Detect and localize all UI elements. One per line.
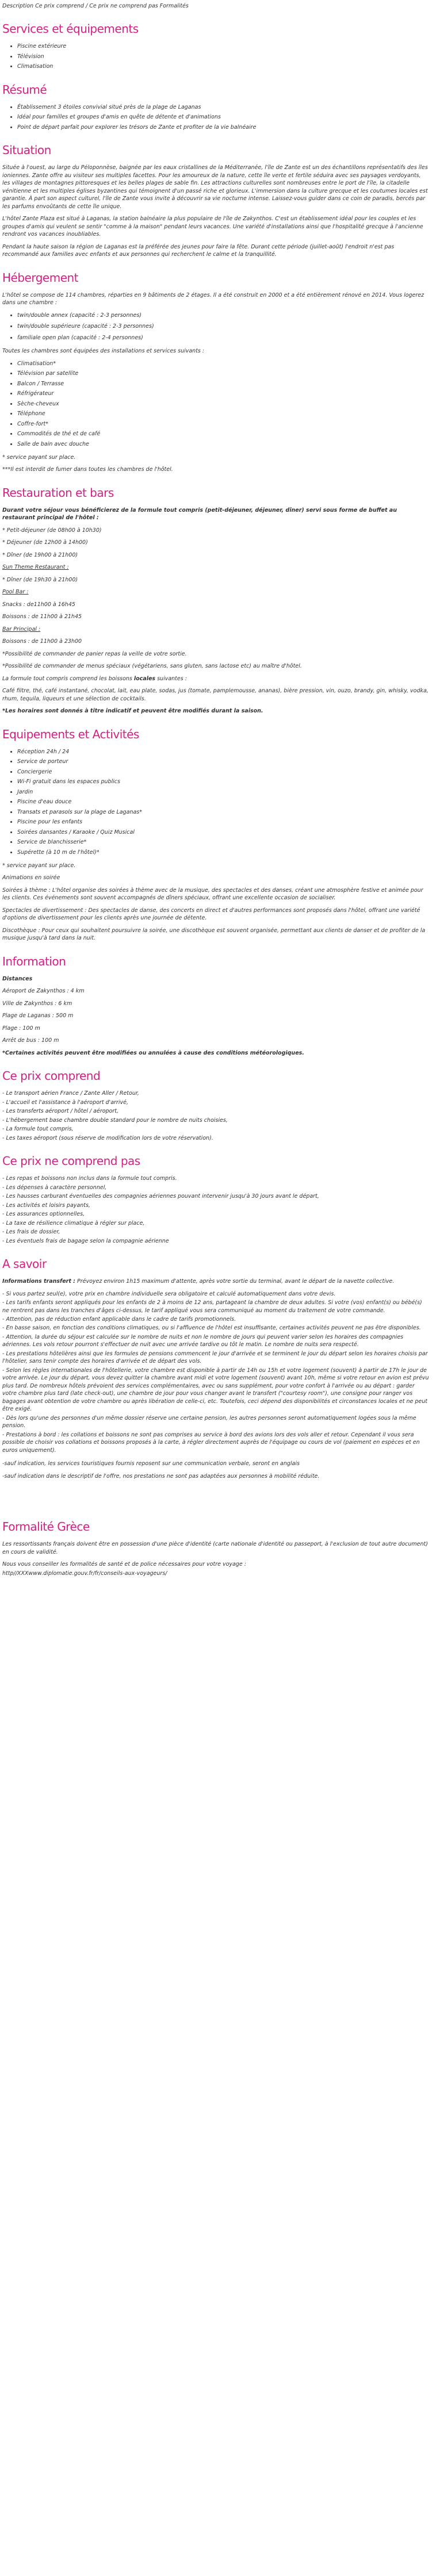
bar-hours: Boissons : de 11h00 à 21h45: [2, 614, 82, 620]
list-item: • Wi-Fi gratuit dans les espaces publics: [17, 778, 429, 785]
list-item: - Les prestations hôtelières ainsi que les formules de pensions commencent le jour d'arrivée et se terminent le jour du départ selon les horaires choisis par l'hôtelier, sans tenir compte des horaires d'arrivée et de départ des vols.: [2, 1350, 428, 1365]
room-types-list: [2, 312, 429, 342]
price-includes-title: Ce prix comprend: [2, 1069, 101, 1083]
meal-time: * Dîner (de 19h30 à 21h00): [2, 576, 78, 583]
activities-list: [2, 748, 429, 856]
equipment-intro: Toutes les chambres sont équipées des installations et services suivants :: [2, 348, 205, 355]
paid-service-note: * service payant sur place.: [2, 454, 76, 461]
list-item: • Jardin: [17, 788, 429, 796]
list-item: - L'hébergement base chambre double standard pour le nombre de nuits choisies,: [2, 1117, 228, 1124]
list-item: • Téléphone: [17, 410, 429, 417]
diplomatie-link[interactable]: http//XXXwww.diplomatie.gouv.fr/fr/conseils-aux-voyageurs/: [2, 1570, 167, 1577]
restauration-title: Restauration et bars: [2, 485, 114, 500]
weather-note: *Certaines activités peuvent être modifiées ou annulées à cause des conditions météorologiques.: [2, 1049, 304, 1056]
list-item: • Idéal pour familles et groupes d'amis en quête de détente et d'animations: [17, 113, 429, 121]
bar-hours: Snacks : de11h00 à 16h45: [2, 601, 75, 608]
no-smoking-note: ***Il est interdit de fumer dans toutes les chambres de l'hôtel.: [2, 466, 173, 473]
spacer: [2, 1455, 429, 1460]
resume-list: [2, 103, 429, 131]
price-excludes-title: Ce prix ne comprend pas: [2, 1154, 140, 1168]
list-item: - Prestations à bord : les collations et boissons ne sont pas comprises au service à bord des avions lors des vols aller et retour. Cependant il vous sera possible de choisir vos collations et boissons proposés à la carte, à régler directement auprès de l'équipage ou cours de vol (paiement en espèces et en euros uniquement).: [2, 1431, 420, 1454]
sun-theme-title: Sun Theme Restaurant :: [2, 564, 69, 571]
spacer: [2, 1485, 429, 1508]
bar-hours: Boissons : de 11h00 à 23h00: [2, 638, 82, 645]
list-item: • Climatisation: [17, 63, 429, 70]
formula-bold-word: locales: [133, 675, 156, 682]
evening-animation-title: Animations en soirée: [2, 875, 60, 881]
list-item: • Établissement 3 étoiles convivial situé près de la plage de Laganas: [17, 103, 429, 111]
list-item: • familiale open plan (capacité : 2-4 personnes): [17, 334, 429, 342]
list-item: - La taxe de résilience climatique à régler sur place,: [2, 1220, 145, 1226]
list-item: - La formule tout compris,: [2, 1126, 74, 1133]
drinks-list: Café filtre, thé, café instantané, chocolat, lait, eau plate, sodas, jus (tomate, pamplemousse, ananas), bière pression, vin, ouzo, brandy, gin, whisky, vodka, rhum, tequila, liqueurs et une sélection de cocktails.: [2, 688, 429, 702]
list-item: - Attention, pas de réduction enfant applicable dans le cadre de tarifs promotionnels.: [2, 1316, 236, 1322]
distance-item: Plage de Laganas : 500 m: [2, 1013, 74, 1019]
animation-paragraph: Discothèque : Pour ceux qui souhaitent poursuivre la soirée, une discothèque est souvent organisée, permettant aux clients de danser et de profiter de la musique jusqu'à tard dans la nuit.: [2, 927, 426, 942]
price-includes-list: [2, 1090, 429, 1142]
list-item: - Les repas et boissons non inclus dans la formule tout compris.: [2, 1175, 177, 1182]
formula-suffix: suivantes :: [155, 675, 187, 682]
list-item: - L'accueil et l'assistance à l'aéroport d'arrivé,: [2, 1099, 128, 1106]
situation-title: Situation: [2, 143, 51, 158]
list-item: - Les activités et loisirs payants,: [2, 1202, 90, 1209]
description-tabs-line: Description Ce prix comprend / Ce prix ne comprend pas Formalités: [2, 3, 189, 9]
list-item: • Réception 24h / 24: [17, 748, 429, 756]
list-item: - Selon les règles internationales de l'hôtellerie, votre chambre est disponible à partir de 14h ou 15h et votre logement (souvent) à partir de 17h le jour de votre arrivée. Le jour du départ, vous devez quitter la chambre avant midi et votre logement (souvent) avant 10h, même si votre retour en avion est prévu plus tard. De nombreux hôtels prévoient des services complémentaires, avec ou sans supplément, pour votre confort à l'arrivée ou au départ : garder votre chambre plus tard (late check-out), une chambre de jour pour vous changer avant le transfert ("courtesy room"), une consigne pour ranger vos bagages avant obtention de votre chambre ou après libération de celle-ci, etc. Toutefois, ceci dépend des disponibilités et circonstances locales et ne peut être exigé.: [2, 1367, 429, 1413]
distances-title: Distances: [2, 975, 33, 982]
list-item: • Soirées dansantes / Karaoke / Quiz Musical: [17, 829, 429, 836]
formula-drinks-intro: [2, 675, 429, 683]
list-item: • twin/double supérieure (capacité : 2-3 personnes): [17, 323, 429, 330]
lunch-box-note: *Possibilité de commander de panier repas la veille de votre sortie.: [2, 650, 187, 657]
services-title: Services et équipements: [2, 22, 139, 36]
list-item: - Le transport aérien France / Zante Aller / Retour,: [2, 1090, 139, 1097]
situation-paragraph: L'hôtel Zante Plaza est situé à Laganas, la station balnéaire la plus populaire de l'île de Zakynthos. C'est un établissement idéal pour les couples et les groupes d'amis qui veulent se sentir "comme à la maison" pendant leurs vacances. Une variété d'installations ainsi que l'hospitalité grecque à l'ancienne rendront vos vacances inoubliables.: [2, 216, 423, 238]
formalities-paragraph: Nous vous conseiller les formalités de santé et de police nécessaires pour votre voyage :: [2, 1561, 246, 1568]
list-item: • Télévision: [17, 53, 429, 60]
list-item: - Les hausses carburant éventuelles des compagnies aériennes pouvant intervenir jusqu'à 30 jours avant le départ,: [2, 1193, 319, 1200]
meal-time: * Dîner (de 19h00 à 21h00): [2, 551, 78, 558]
all-inclusive-intro: Durant votre séjour vous bénéficierez de la formule tout compris (petit-déjeuner, déjeuner, dîner) servi sous forme de buffet au restaurant principal de l'hôtel :: [2, 507, 397, 522]
list-item: • Transats et parasols sur la plage de Laganas*: [17, 808, 429, 816]
list-item: • twin/double annex (capacité : 2-3 personnes): [17, 312, 429, 319]
list-item: • Réfrigérateur: [17, 390, 429, 397]
transfer-info-label: Informations transfert :: [2, 1278, 75, 1285]
list-item: • Climatisation*: [17, 360, 429, 367]
list-item: • Salle de bain avec douche: [17, 440, 429, 448]
list-item: • Sèche-cheveux: [17, 400, 429, 408]
hebergement-intro: L'hôtel se compose de 114 chambres, réparties en 9 bâtiments de 2 étages. Il a été construit en 2000 et a été entièrement rénové en 2014. Vous logerez dans une chambre :: [2, 292, 424, 306]
list-item: - Les dépenses à caractère personnel,: [2, 1184, 107, 1191]
distance-item: Arrêt de bus : 100 m: [2, 1037, 59, 1044]
pool-bar-title: Pool Bar :: [2, 589, 29, 596]
hours-note: *Les horaires sont donnés à titre indicatif et peuvent être modifiés durant la saison.: [2, 708, 263, 715]
situation-paragraph: Pendant la haute saison la région de Laganas est la préférée des jeunes pour faire la fête. Durant cette période (juillet-août) l'endroit n'est pas recommandé aux familles avec enfants et aux personnes qui recherchent le calme et la tranquillité.: [2, 243, 395, 258]
formalities-title: Formalité Grèce: [2, 1520, 90, 1534]
good-to-know-list: [2, 1290, 429, 1455]
transfer-info-text: Prévoyez environ 1h15 maximum d'attente, après votre sortie du terminal, avant le départ de la navette collective.: [75, 1278, 395, 1285]
room-equipment-list: [2, 360, 429, 448]
list-item: • Service de blanchisserie*: [17, 838, 429, 846]
list-item: - Les taxes aéroport (sous réserve de modification lors de votre réservation).: [2, 1134, 213, 1141]
situation-paragraph: Située à l'ouest, au large du Péloponnèse, baignée par les eaux cristallines de la Méditerranée, l'île de Zante est un des échantillons représentatifs des îles ioniennes. Zante offre au visiteur ses multiples facettes. Pour les amoureux de la nature, cette île verte et fertile séduira avec ses paysages verdoyants, les villages de montagnes pittoresques et les belles plages de sable fin. Les attractions culturelles sont nombreuses entre le port de l'île, la citadelle vénitienne et les multiples églises byzantines qui témoignent d'un passé riche et glorieux. L'immersion dans la culture grecque et les coutumes locales est garantie. À part son aspect culturel, l'île de Zante vous invite à découvrir sa vie nocturne intense. Laissez-vous guider dans ce coin de paradis, bercés par les parfums envoûtants de cette île unique.: [2, 164, 428, 210]
list-item: - Dès lors qu'une des personnes d'un même dossier réserve une certaine pension, les autres personnes seront automatiquement logées sous la même pension.: [2, 1414, 416, 1429]
hebergement-title: Hébergement: [2, 270, 79, 285]
animation-paragraph: Soirées à thème : L'hôtel organise des soirées à thème avec de la musique, des spectacles et des danses, créant une atmosphère festive et animée pour les clients. Ces événements sont souvent accompagnés de dîners spéciaux, offrant une excellente occasion de socialiser.: [2, 887, 423, 902]
formula-prefix: La formule tout compris comprend les boissons: [2, 675, 134, 682]
list-item: • Piscine d'eau douce: [17, 798, 429, 806]
list-item: - Si vous partez seul(e), votre prix en chambre individuelle sera obligatoire et calculé automatiquement dans votre devis.: [2, 1290, 336, 1297]
language-note: -sauf indication, les services touristiques fournis reposent sur une communication verbale, seront en anglais: [2, 1460, 300, 1467]
list-item: • Conciergerie: [17, 768, 429, 776]
list-item: - Attention, la durée du séjour est calculée sur le nombre de nuits et non le nombre de jours qui peuvent varier selon les horaires des compagnies aériennes. Les vols retour pourront s'effectuer de nuit avec une arrivée tardive ou tôt le matin. Le nombre de nuits sera respecté.: [2, 1333, 404, 1348]
list-item: - Les tarifs enfants seront appliqués pour les enfants de 2 à moins de 12 ans, partageant la chambre de deux adultes. Si votre (vos) enfant(s) ou bébé(s) ne rentrent pas dans les tranches d'âges ci-dessus, le tarif appliqué vous sera communiqué au moment du traitement de votre commande.: [2, 1300, 422, 1314]
list-item: • Télévision par satellite: [17, 370, 429, 377]
good-to-know-title: A savoir: [2, 1257, 47, 1271]
list-item: • Coffre-fort*: [17, 420, 429, 428]
list-item: - Les assurances optionnelles,: [2, 1211, 85, 1218]
distance-item: Aéroport de Zakynthos : 4 km: [2, 988, 85, 995]
services-list: [2, 43, 429, 70]
list-item: • Supérette (à 10 m de l'hôtel)*: [17, 849, 429, 856]
activites-title: Equipements et Activités: [2, 727, 139, 741]
information-title: Information: [2, 954, 66, 968]
list-item: • Point de départ parfait pour explorer les trésors de Zante et profiter de la vie balnéaire: [17, 124, 429, 131]
price-excludes-list: [2, 1175, 429, 1245]
meal-time: * Petit-déjeuner (de 08h00 à 10h30): [2, 527, 102, 534]
list-item: • Piscine extérieure: [17, 43, 429, 50]
list-item: - Les éventuels frais de bagage selon la compagnie aérienne: [2, 1237, 169, 1244]
list-item: - En basse saison, en fonction des conditions climatiques, ou si l'affluence de l'hôtel est insuffisante, certaines activités peuvent ne pas être disponibles.: [2, 1325, 421, 1332]
resume-title: Résumé: [2, 82, 47, 97]
main-bar-title: Bar Principal :: [2, 626, 41, 632]
formalities-paragraph: Les ressortissants français doivent être en possession d'une pièce d'identité (carte nationale d'identité ou passeport, à l'exclusion de tout autre document) en cours de validité.: [2, 1541, 428, 1555]
accessibility-note: -sauf indication dans le descriptif de l'offre, nos prestations ne sont pas adaptées aux personnes à mobilité réduite.: [2, 1473, 320, 1479]
transfer-info: [2, 1278, 429, 1285]
list-item: • Service de porteur: [17, 758, 429, 765]
paid-service-note: * service payant sur place.: [2, 862, 76, 869]
meal-time: * Déjeuner (de 12h00 à 14h00): [2, 539, 88, 546]
distance-item: Plage : 100 m: [2, 1025, 40, 1032]
list-item: - Les transferts aéroport / hôtel / aéroport,: [2, 1108, 119, 1115]
list-item: • Balcon / Terrasse: [17, 380, 429, 388]
list-item: - Les frais de dossier,: [2, 1229, 60, 1236]
special-menu-note: *Possibilité de commander de menus spéciaux (végétariens, sans gluten, sans lactose etc) au maître d'hôtel.: [2, 663, 302, 670]
list-item: • Piscine pour les enfants: [17, 818, 429, 826]
distance-item: Ville de Zakynthos : 6 km: [2, 1000, 72, 1007]
animation-paragraph: Spectacles de divertissement : Des spectacles de danse, des concerts en direct et d'autres performances sont proposés dans l'hôtel, offrant une variété d'options de divertissement pour les clients après une journée de détente.: [2, 907, 420, 922]
list-item: • Commodités de thé et de café: [17, 430, 429, 438]
